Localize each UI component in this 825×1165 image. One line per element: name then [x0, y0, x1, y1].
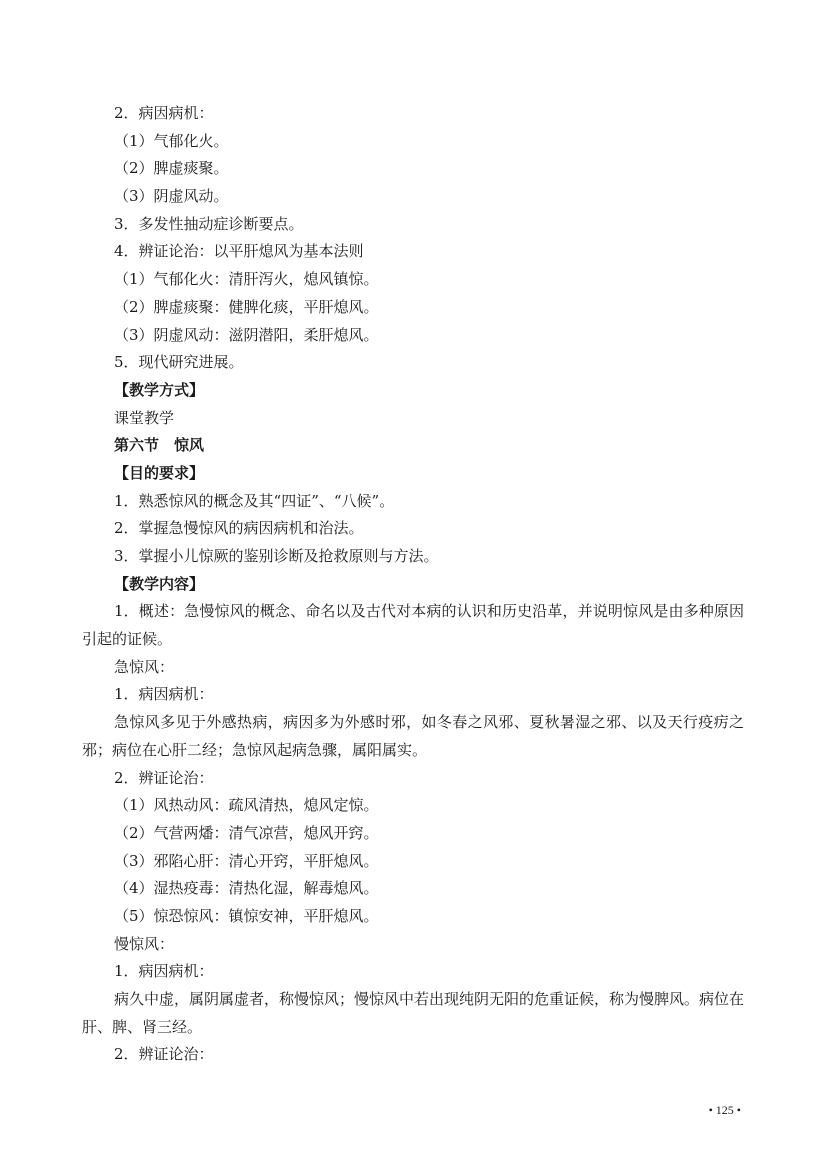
text-line: 2．病因病机：	[114, 104, 214, 122]
paragraph: 急惊风多见于外感热病，病因多为外感时邪，如冬春之风邪、夏秋暑湿之邪、以及天行疫疠之邪；病位在心肝二经；急惊风起病急骤，属阳属实。	[82, 713, 744, 759]
text-line: 1．熟悉惊风的概念及其“四证”、“八候”。	[114, 491, 395, 510]
text-line: 3．多发性抽动症诊断要点。	[114, 214, 304, 233]
text-line: 慢惊风：	[114, 934, 175, 953]
text-line: （3）阴虚风动：滋阴潜阳，柔肝熄风。	[114, 325, 379, 344]
text-line: 2．辨证论治：	[114, 768, 214, 787]
section-title: 第六节 惊风	[114, 436, 205, 455]
text-line: （2）脾虚痰聚：健脾化痰，平肝熄风。	[114, 297, 379, 316]
text-line: 1．病因病机：	[114, 685, 214, 704]
section-heading: 【教学内容】	[114, 574, 205, 593]
text-line: 4．辨证论治：以平肝熄风为基本法则	[114, 242, 364, 261]
text-line: （2）脾虚痰聚。	[114, 159, 229, 178]
page-number: • 125 •	[708, 1103, 741, 1117]
text-line: 2．掌握急慢惊风的病因病机和治法。	[114, 519, 364, 538]
paragraph: 1．概述：急慢惊风的概念、命名以及古代对本病的认识和历史沿革，并说明惊风是由多种原因引起的证候。	[82, 602, 744, 649]
text-line: 3．掌握小儿惊厥的鉴别诊断及抢救原则与方法。	[114, 547, 439, 565]
text-line: （3）阴虚风动。	[114, 187, 229, 206]
text-line: 1．病因病机：	[114, 962, 214, 981]
text-line: （2）气营两燔：清气凉营，熄风开窍。	[114, 823, 379, 842]
paragraph: 病久中虚，属阴属虚者，称慢惊风；慢惊风中若出现纯阴无阳的危重证候，称为慢脾风。病位在肝、脾、肾三经。	[82, 990, 745, 1036]
page-body	[82, 100, 744, 1069]
text-line: （3）邪陷心肝：清心开窍，平肝熄风。	[114, 851, 379, 870]
text-line: 2．辨证论治：	[114, 1045, 214, 1064]
text-line: （1）风热动风：疏风清热，熄风定惊。	[114, 796, 379, 815]
section-heading: 【教学方式】	[114, 380, 205, 399]
text-line: 5．现代研究进展。	[114, 353, 244, 372]
text-line: （4）湿热疫毒：清热化湿，解毒熄风。	[114, 879, 379, 898]
section-heading: 【目的要求】	[114, 463, 205, 482]
text-line: 课堂教学	[114, 408, 175, 427]
text-line: （1）气郁化火：清肝泻火，熄风镇惊。	[114, 270, 379, 289]
text-line: 急惊风：	[114, 657, 175, 676]
text-line: （5）惊恐惊风：镇惊安神，平肝熄风。	[114, 907, 379, 925]
text-line: （1）气郁化火。	[114, 131, 229, 150]
